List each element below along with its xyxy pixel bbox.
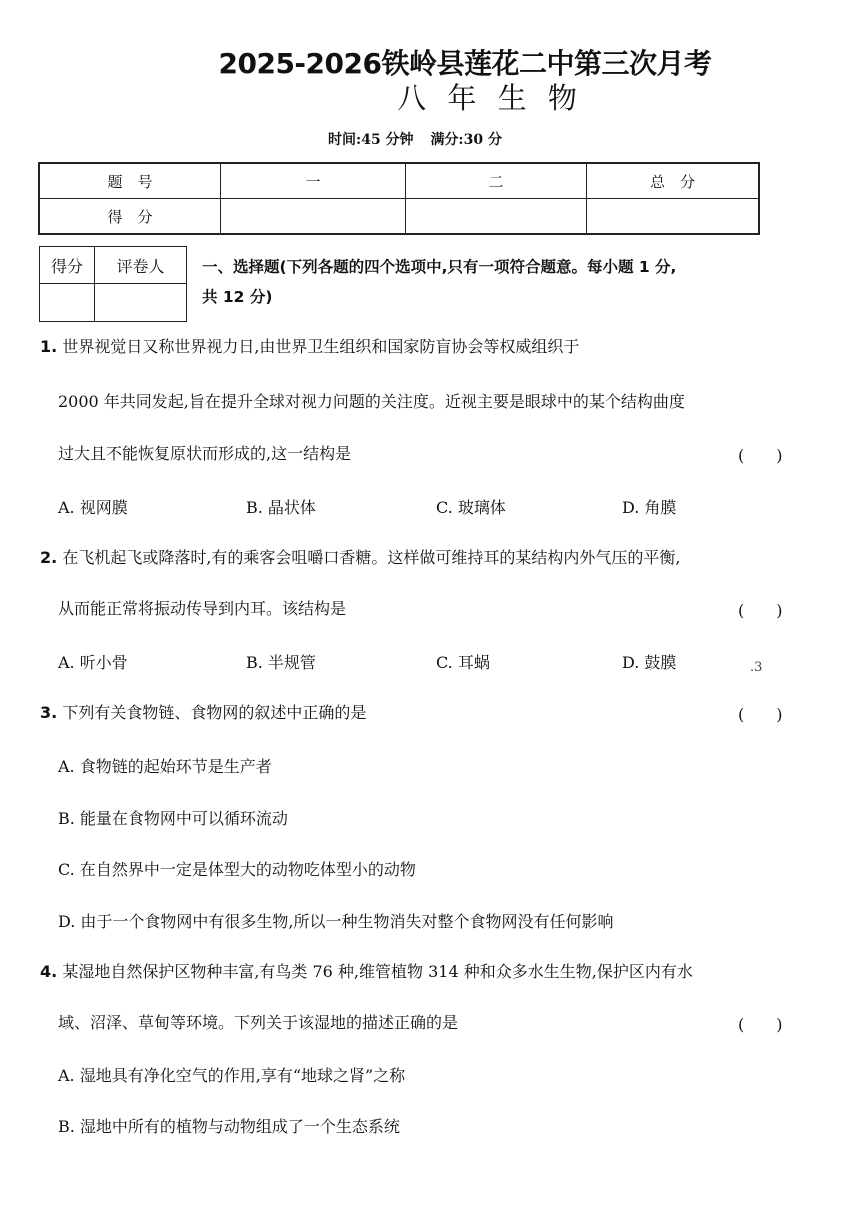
stray-mark: .3 [750,660,763,675]
exam-subject: 八 年 生 物 [397,81,583,115]
score-table-cell: 总 分 [587,163,760,199]
exam-meta [0,129,830,149]
answer-paren: ( ) [738,705,783,724]
question-4-line [40,961,693,983]
option-a: A. 视网膜 [58,498,128,517]
option-b: B. 半规管 [246,653,316,672]
grader-name-label: 评卷人 [95,247,187,284]
question-number: 1. [40,337,58,356]
exam-title: 2025-2026铁岭县莲花二中第三次月考 [218,47,712,80]
score-table-cell: 题 号 [39,163,221,199]
option-c: C. 在自然界中一定是体型大的动物吃体型小的动物 [58,860,416,879]
question-text: 某湿地自然保护区物种丰富,有鸟类 76 种,维管植物 314 种和众多水生生物,保护区内有水 [62,962,693,981]
question-text: 在飞机起飞或降落时,有的乘客会咀嚼口香糖。这样做可维持耳的某结构内外气压的平衡, [62,548,681,567]
score-input-cell [221,199,406,235]
score-table-cell: 得 分 [39,199,221,235]
option-d: D. 鼓膜 [622,653,677,672]
question-3-line [40,702,366,724]
answer-paren: ( ) [738,446,783,465]
grader-name-cell [95,284,187,322]
score-table-cell: 一 [221,163,406,199]
question-2-line [40,547,681,569]
option-b: B. 湿地中所有的植物与动物组成了一个生态系统 [58,1117,400,1136]
answer-paren: ( ) [738,1015,783,1034]
exam-time: 时间:45 分钟 [328,132,414,148]
question-number: 4. [40,962,58,981]
section-heading [202,252,802,312]
question-2-line: 从而能正常将振动传导到内耳。该结构是 [58,599,347,618]
score-table-header-row [39,163,759,199]
score-table-score-row [39,199,759,235]
score-table-cell: 二 [406,163,587,199]
grader-score-label: 得分 [40,247,95,284]
question-text: 下列有关食物链、食物网的叙述中正确的是 [62,703,367,722]
question-4-line: 域、沼泽、草甸等环境。下列关于该湿地的描述正确的是 [58,1013,459,1032]
score-table [38,162,760,235]
option-a: A. 湿地具有净化空气的作用,享有“地球之肾”之称 [58,1066,406,1085]
section-heading-line: 一、选择题(下列各题的四个选项中,只有一项符合题意。每小题 1 分, [202,258,677,276]
option-b: B. 能量在食物网中可以循环流动 [58,809,288,828]
question-number: 2. [40,548,58,567]
score-input-cell [406,199,587,235]
exam-full-score: 满分:30 分 [430,132,502,148]
question-number: 3. [40,703,58,722]
option-b: B. 晶状体 [246,498,316,517]
option-d: D. 由于一个食物网中有很多生物,所以一种生物消失对整个食物网没有任何影响 [58,912,614,931]
score-input-cell [587,199,760,235]
question-text: 世界视觉日又称世界视力日,由世界卫生组织和国家防盲协会等权威组织于 [62,337,580,356]
option-a: A. 食物链的起始环节是生产者 [58,757,272,776]
section-heading-line: 共 12 分) [202,288,273,306]
option-c: C. 玻璃体 [436,498,506,517]
option-c: C. 耳蜗 [436,653,490,672]
grader-box [39,246,187,322]
option-a: A. 听小骨 [58,653,128,672]
question-1-line: 过大且不能恢复原状而形成的,这一结构是 [58,444,352,463]
question-1-line [40,336,579,358]
question-1-line: 2000 年共同发起,旨在提升全球对视力问题的关注度。近视主要是眼球中的某个结构曲度 [58,392,685,411]
answer-paren: ( ) [738,601,783,620]
option-d: D. 角膜 [622,498,677,517]
grader-score-cell [40,284,95,322]
